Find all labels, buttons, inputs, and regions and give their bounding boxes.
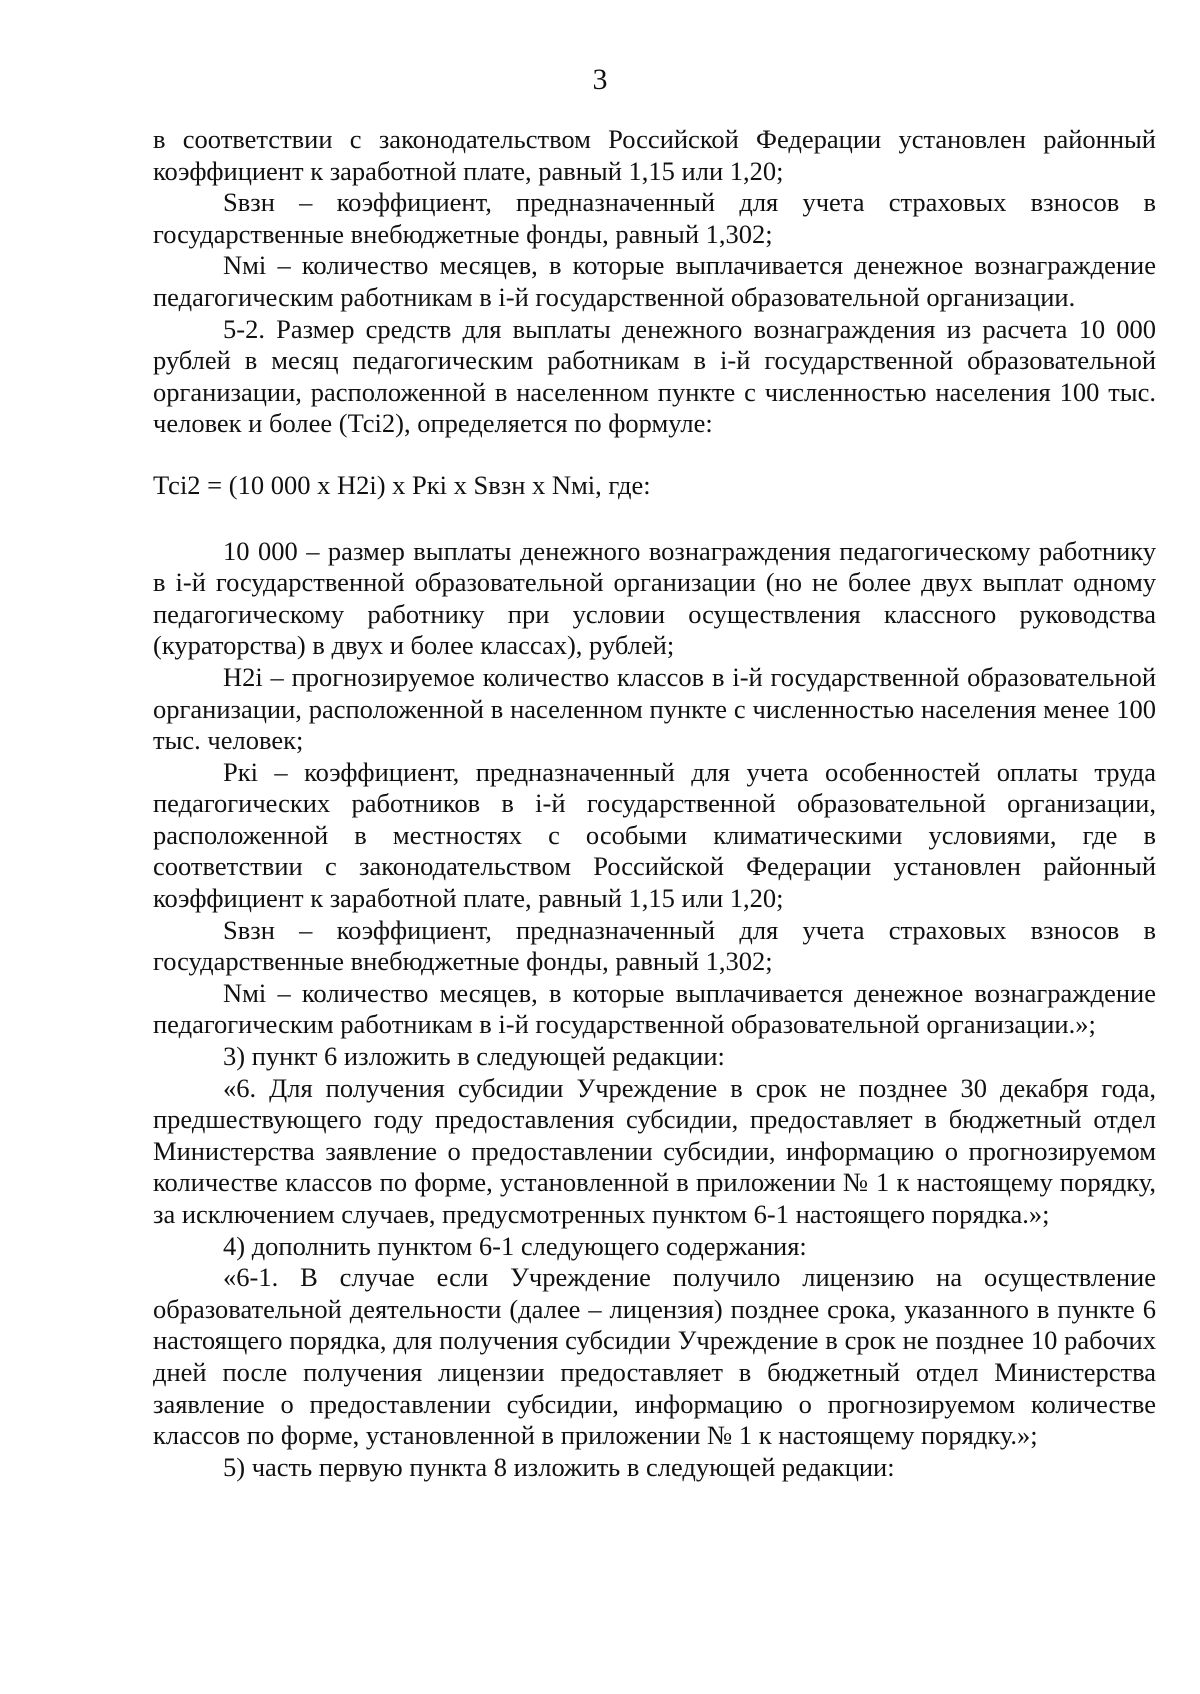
paragraph-10000-definition: 10 000 – размер выплаты денежного вознаграждения педагогическому работнику в i-й государственной образовательной организации (но не более двух выплат одному педагогическому работнику при условии осуществления классного руководства (кураторства) в двух и более классах), рублей; <box>153 535 1156 661</box>
paragraph-item-3: 3) пункт 6 изложить в следующей редакции: <box>223 1041 725 1072</box>
paragraph-item-4: 4) дополнить пунктом 6-1 следующего содержания: <box>223 1230 807 1261</box>
paragraph-clause-5-2: 5-2. Размер средств для выплаты денежного вознаграждения из расчета 10 000 рублей в месяц педагогическим работникам в i-й государственной образовательной организации, расположенной в населенном пункте с численностью населения 100 тыс. человек и более (Тсi2), определяется по формуле: <box>153 313 1156 439</box>
paragraph-svzn-definition-2: Sвзн – коэффициент, предназначенный для учета страховых взносов в государственные внебюджетные фонды, равный 1,302; <box>153 914 1156 977</box>
document-body <box>153 124 1156 1483</box>
paragraph-n2i-definition: Н2i – прогнозируемое количество классов в i-й государственной образовательной организации, расположенной в населенном пункте с численностью населения менее 100 тыс. человек; <box>153 661 1156 756</box>
paragraph-clause-6: «6. Для получения субсидии Учреждение в срок не позднее 30 декабря года, предшествующего году предоставления субсидии, предоставляет в бюджетный отдел Министерства заявление о предоставлении субсидии, информацию о прогнозируемом количестве классов по форме, установленной в приложении № 1 к настоящему порядку, за исключением случаев, предусмотренных пунктом 6-1 настоящего порядка.»; <box>153 1072 1156 1229</box>
paragraph-continuation: в соответствии с законодательством Российской Федерации установлен районный коэффициент к заработной плате, равный 1,15 или 1,20; <box>153 124 1156 186</box>
paragraph-svzn-definition: Sвзн – коэффициент, предназначенный для учета страховых взносов в государственные внебюджетные фонды, равный 1,302; <box>153 187 1156 249</box>
paragraph-rki-definition: Ркi – коэффициент, предназначенный для учета особенностей оплаты труда педагогических работников в i-й государственной образовательной организации, расположенной в местностях с особыми климатическими условиями, где в соответствии с законодательством Российской Федерации установлен районный коэффициент к заработной плате, равный 1,15 или 1,20; <box>153 756 1156 914</box>
paragraph-nmi-definition: Nмi – количество месяцев, в которые выплачивается денежное вознаграждение педагогическим работникам в i-й государственной образовательной организации. <box>153 250 1156 312</box>
paragraph-clause-6-1: «6-1. В случае если Учреждение получило лицензию на осуществление образовательной деятельности (далее – лицензия) позднее срока, указанного в пункте 6 настоящего порядка, для получения субсидии Учреждение в срок не позднее 10 рабочих дней после получения лицензии предоставляет в бюджетный отдел Министерства заявление о предоставлении субсидии, информацию о прогнозируемом количестве классов по форме, установленной в приложении № 1 к настоящему порядку.»; <box>153 1262 1156 1451</box>
paragraph-item-5: 5) часть первую пункта 8 изложить в следующей редакции: <box>223 1451 895 1482</box>
paragraph-nmi-definition-2: Nмi – количество месяцев, в которые выплачивается денежное вознаграждение педагогическим работникам в i-й государственной образовательной организации.»; <box>153 977 1156 1040</box>
page-number: 3 <box>592 63 608 96</box>
formula-tci2: Тсi2 = (10 000 х Н2i) х Ркi х Sвзн х Nмi, где: <box>153 469 651 500</box>
